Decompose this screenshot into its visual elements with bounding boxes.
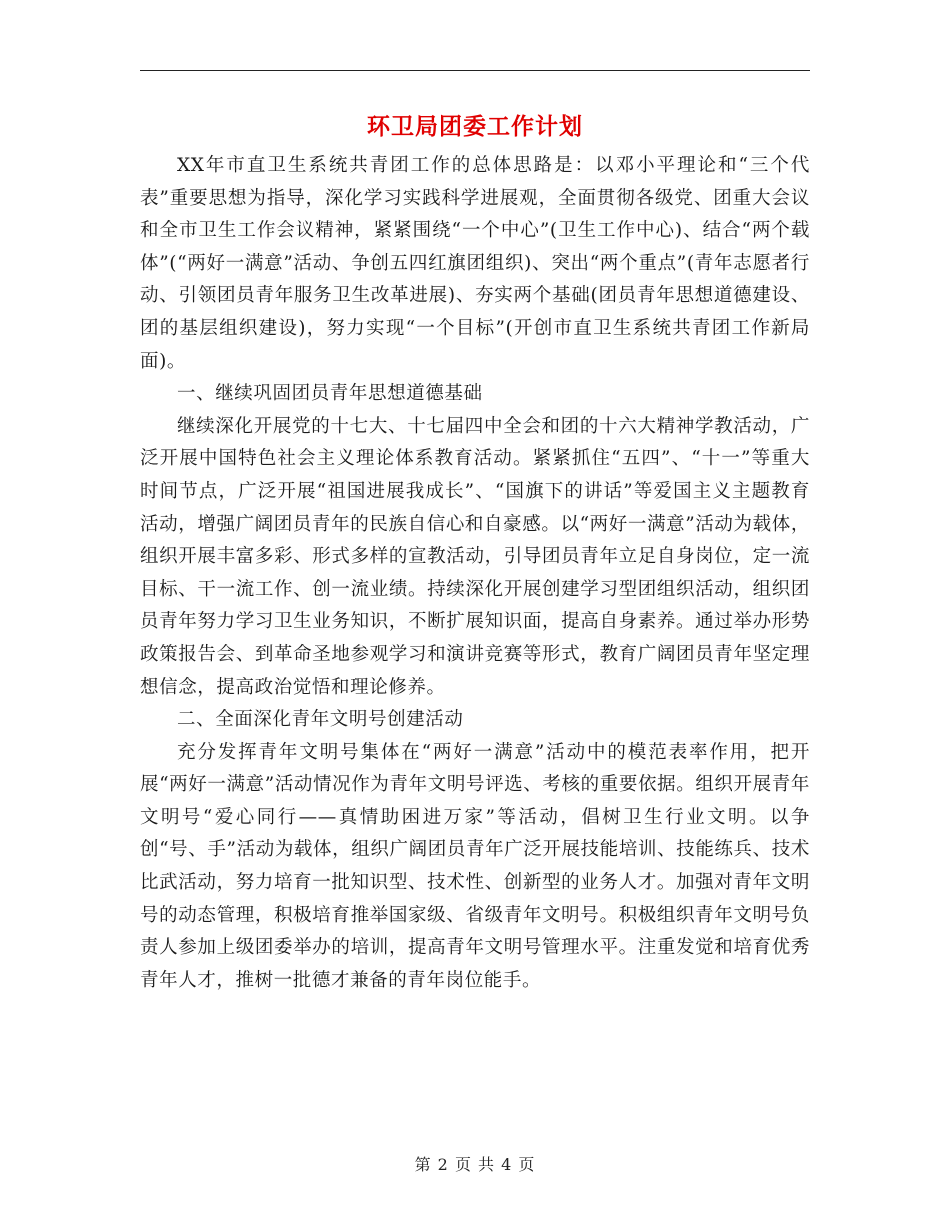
document-body	[140, 150, 810, 997]
intro-paragraph: XX年市直卫生系统共青团工作的总体思路是：以邓小平理论和“三个代表”重要思想为指导，深化学习实践科学进展观，全面贯彻各级党、团重大会议和全市卫生工作会议精神，紧紧围绕“一个中心”(卫生工作中心)、结合“两个载体”(“两好一满意”活动、争创五四红旗团组织)、突出“两个重点”(青年志愿者行动、引领团员青年服务卫生改革进展)、夯实两个基础(团员青年思想道德建设、团的基层组织建设)，努力实现“一个目标”(开创市直卫生系统共青团工作新局面)。	[140, 155, 811, 372]
section-2-paragraph: 充分发挥青年文明号集体在“两好一满意”活动中的模范表率作用，把开展“两好一满意”活动情况作为青年文明号评选、考核的重要依据。组织开展青年文明号“爱心同行——真情助困进万家”等活动，倡树卫生行业文明。以争创“号、手”活动为载体，组织广阔团员青年广泛开展技能培训、技能练兵、技术比武活动，努力培育一批知识型、技术性、创新型的业务人才。加强对青年文明号的动态管理，积极培育推举国家级、省级青年文明号。积极组织青年文明号负责人参加上级团委举办的培训，提高青年文明号管理水平。注重发觉和培育优秀青年人才，推树一批德才兼备的青年岗位能手。	[140, 741, 810, 991]
section-heading-1: 一、继续巩固团员青年思想道德基础	[177, 383, 483, 405]
header-rule	[140, 70, 810, 71]
section-heading-2: 二、全面深化青年文明号创建活动	[177, 709, 464, 731]
page-number-footer: 第 2 页 共 4 页	[414, 1155, 536, 1174]
document-title: 环卫局团委工作计划	[367, 113, 583, 140]
section-1-paragraph: 继续深化开展党的十七大、十七届四中全会和团的十六大精神学教活动，广泛开展中国特色社会主义理论体系教育活动。紧紧抓住“五四”、“十一”等重大时间节点，广泛开展“祖国进展我成长”、“国旗下的讲话”等爱国主义主题教育活动，增强广阔团员青年的民族自信心和自豪感。以“两好一满意”活动为载体，组织开展丰富多彩、形式多样的宣教活动，引导团员青年立足自身岗位，定一流目标、干一流工作、创一流业绩。持续深化开展创建学习型团组织活动，组织团员青年努力学习卫生业务知识，不断扩展知识面，提高自身素养。通过举办形势政策报告会、到革命圣地参观学习和演讲竞赛等形式，教育广阔团员青年坚定理想信念，提高政治觉悟和理论修养。	[140, 415, 810, 698]
